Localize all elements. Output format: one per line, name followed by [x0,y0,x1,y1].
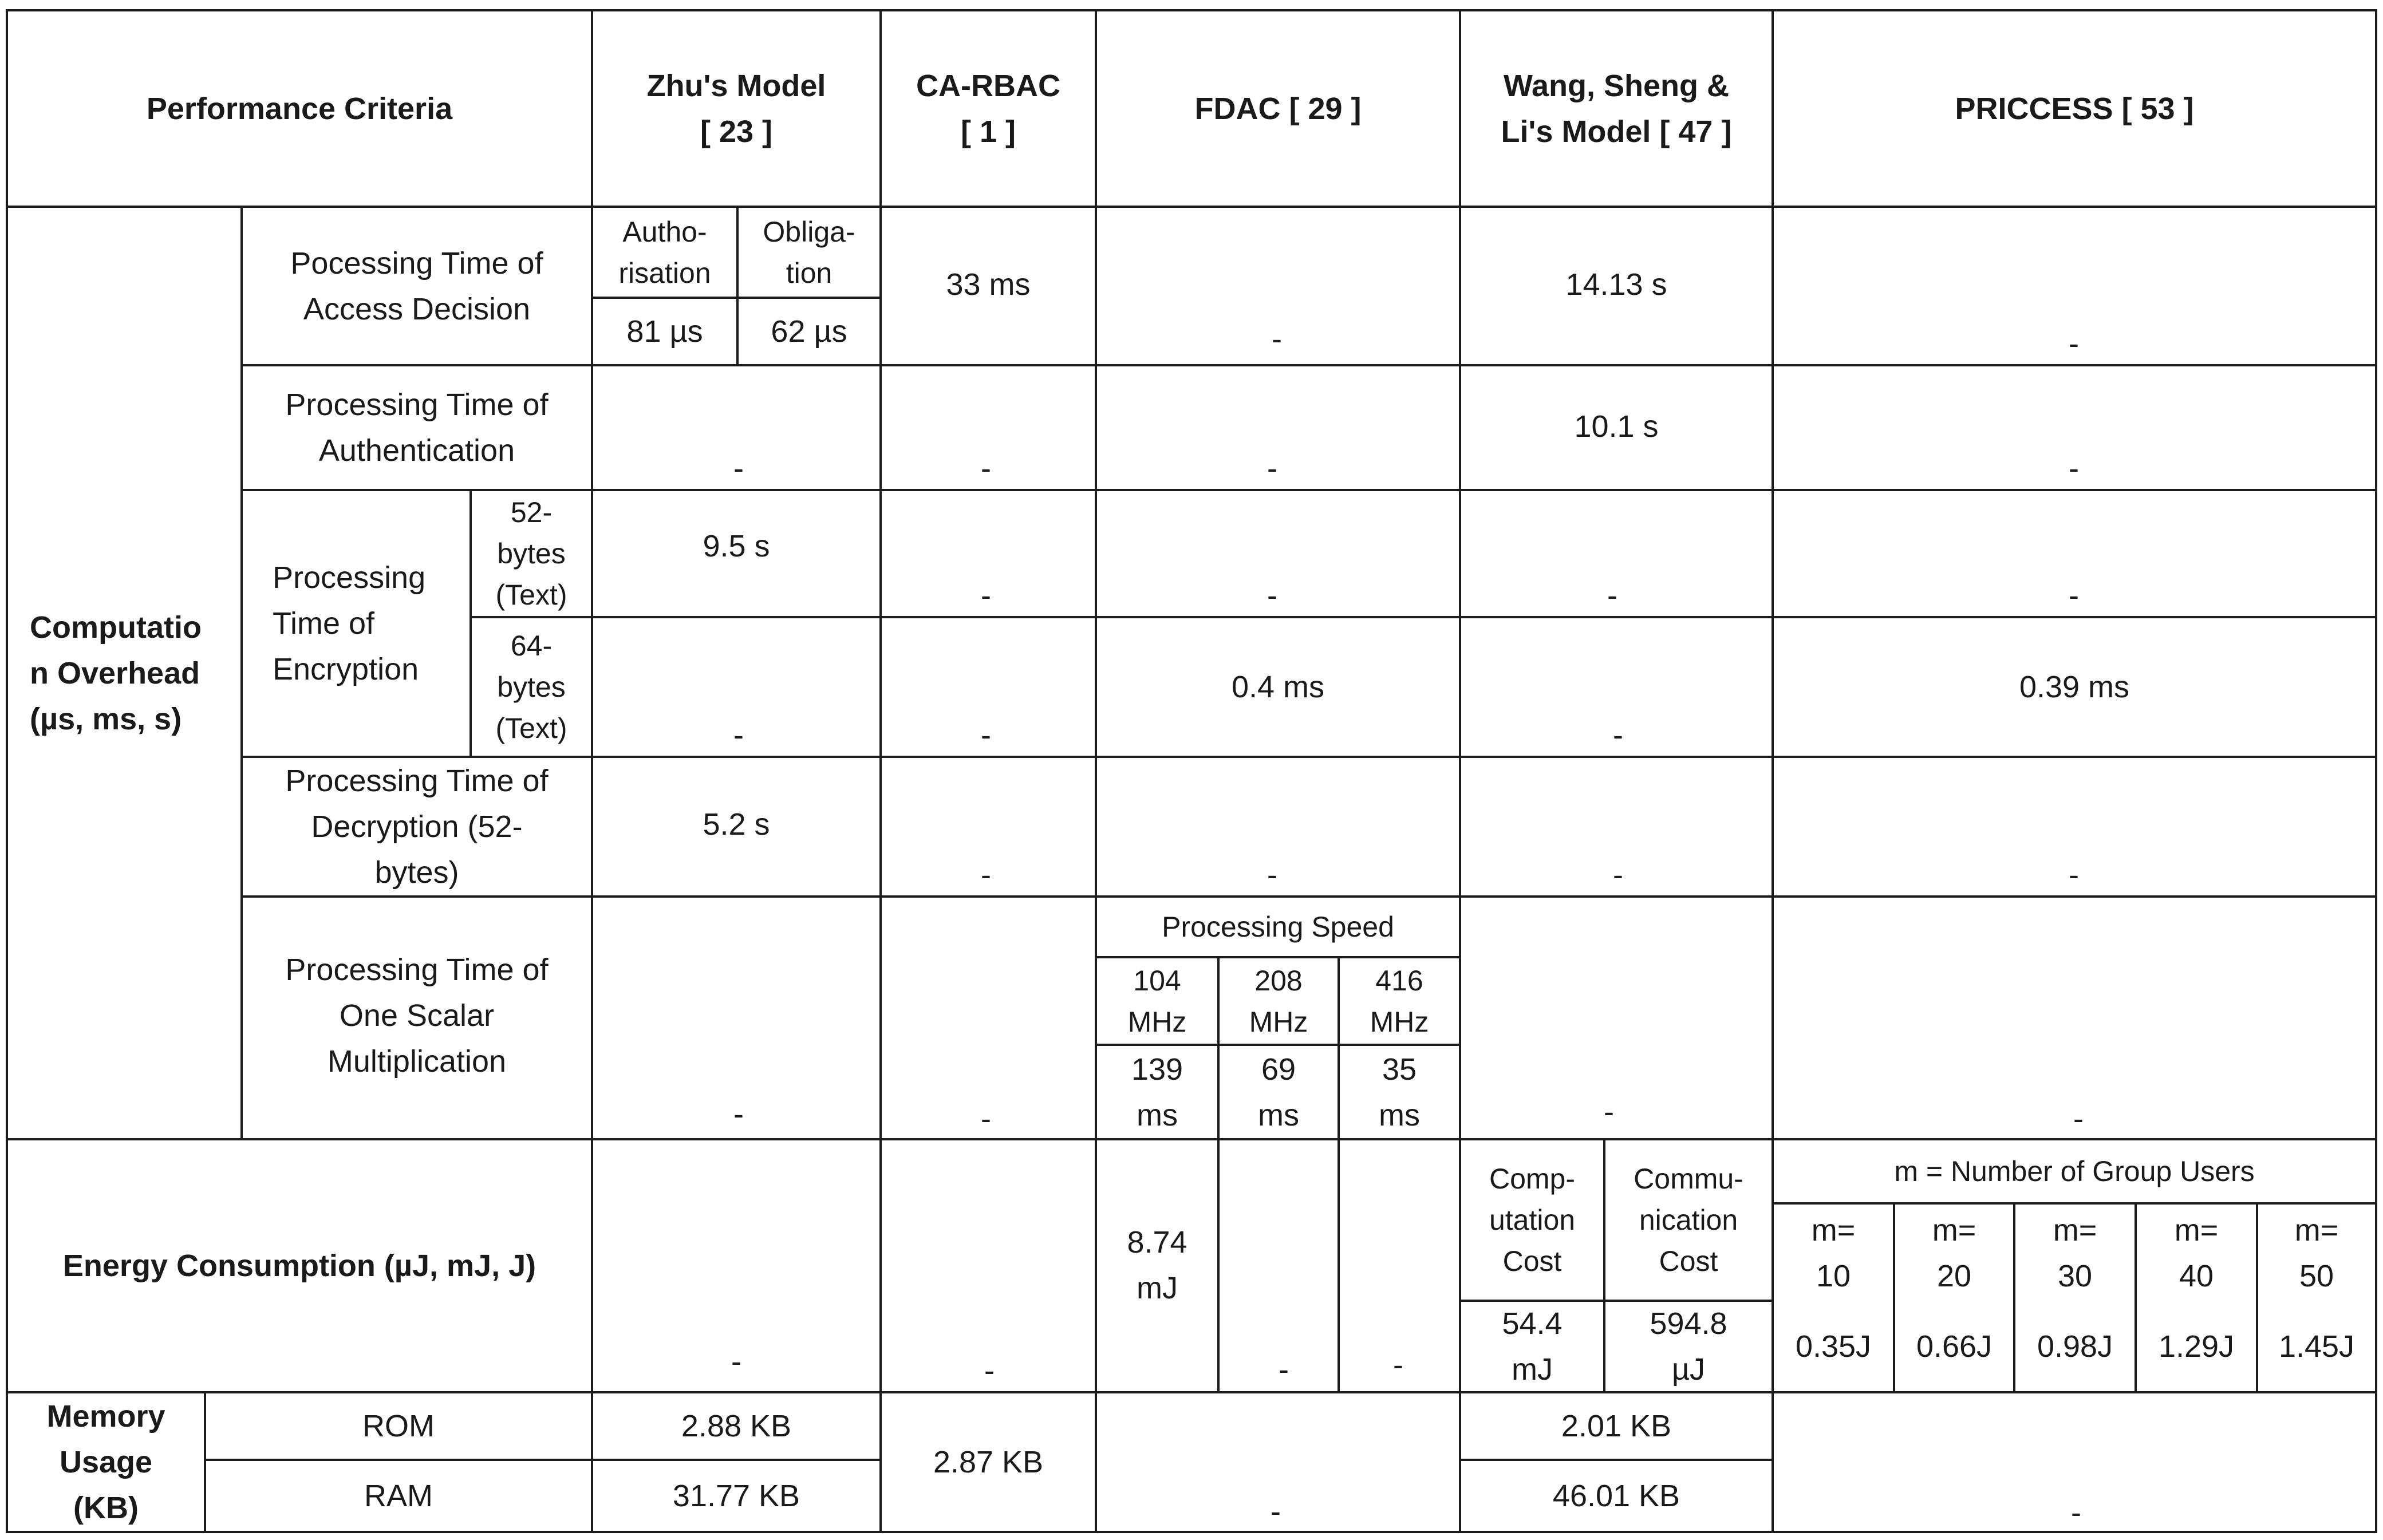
fdac-time-35: 35 ms [1379,1052,1420,1132]
encryption-64-bytes-label: 64- bytes (Text) [495,630,567,744]
priccess-m40-value: 1.29J [2158,1329,2235,1364]
fdac-speed-416: 416 MHz [1370,964,1429,1038]
fdac-access-value: - [1272,322,1282,356]
memory-ram-label: RAM [364,1479,433,1513]
row-label-access-decision: Pocessing Time of Access Decision [290,246,543,326]
zhu-obligation-label: Obliga- tion [763,215,855,289]
zhu-authorisation-value: 81 µs [626,314,703,349]
fdac-encryption-64-value: 0.4 ms [1231,670,1325,704]
priccess-decryption-value: - [2069,858,2079,892]
header-ca-rbac: CA-RBAC [ 1 ] [916,68,1060,149]
fdac-speed-208: 208 MHz [1249,964,1308,1038]
fdac-time-139: 139 ms [1131,1052,1183,1132]
row-label-decryption: Processing Time of Decryption (52- bytes) [285,764,549,890]
priccess-m40-label: m= 40 [2174,1213,2219,1293]
fdac-energy-416: - [1393,1348,1403,1382]
row-label-authentication: Processing Time of Authentication [285,388,549,468]
priccess-m10-label: m= 10 [1811,1213,1856,1293]
wang-rom-value: 2.01 KB [1561,1409,1672,1443]
zhu-encryption-52-value: 9.5 s [703,529,770,563]
wang-communication-cost-value: 594.8 µJ [1650,1306,1727,1387]
wang-ram-value: 46.01 KB [1552,1479,1680,1513]
rule-right [2375,9,2377,1533]
fdac-processing-speed-header: Processing Speed [1162,911,1394,943]
encryption-52-bytes-label: 52- bytes (Text) [495,496,567,611]
row-label-memory-usage: Memory Usage (KB) [46,1399,165,1525]
wang-authentication-value: 10.1 s [1574,409,1659,444]
priccess-m30-value: 0.98J [2037,1329,2113,1364]
fdac-decryption-value: - [1267,858,1277,892]
priccess-m20-label: m= 20 [1932,1213,1976,1293]
priccess-authentication-value: - [2069,451,2079,485]
fdac-energy-8-74: 8.74 mJ [1127,1225,1187,1305]
wang-communication-cost-label: Commu- nication Cost [1634,1163,1743,1277]
fdac-encryption-52-value: - [1267,578,1277,613]
priccess-m50-value: 1.45J [2278,1329,2355,1364]
zhu-authorisation-label: Autho- risation [618,215,711,289]
priccess-m10-value: 0.35J [1795,1329,1872,1364]
wang-encryption-52-value: - [1607,578,1617,613]
fdac-authentication-value: - [1267,451,1277,485]
rule-bottom [6,1531,2377,1533]
header-priccess: PRICCESS [ 53 ] [1955,91,2194,126]
carbac-encryption-52-value: - [981,578,991,613]
row-label-energy-consumption: Energy Consumption (µJ, mJ, J) [62,1249,536,1283]
priccess-m50-label: m= 50 [2294,1213,2339,1293]
header-performance-criteria: Performance Criteria [146,91,453,126]
wang-computation-cost-value: 54.4 mJ [1502,1306,1563,1387]
group-computation-overhead: Computatio n Overhead (µs, ms, s) [30,610,202,736]
header-zhu-model: Zhu's Model [ 23 ] [646,68,826,149]
zhu-encryption-64-value: - [733,718,744,752]
header-wang-sheng-li: Wang, Sheng & Li's Model [ 47 ] [1501,68,1732,149]
memory-rom-label: ROM [362,1409,435,1443]
zhu-authentication-value: - [733,451,744,485]
carbac-authentication-value: - [981,451,991,485]
priccess-access-value: - [2069,326,2079,361]
zhu-obligation-value: 62 µs [771,314,847,349]
carbac-memory-value: 2.87 KB [933,1445,1044,1479]
carbac-scalar-value: - [981,1101,991,1136]
priccess-memory-value: - [2071,1495,2081,1530]
priccess-scalar-value: - [2073,1101,2084,1136]
priccess-m20-value: 0.66J [1916,1329,1993,1364]
fdac-time-69: 69 ms [1258,1052,1299,1132]
wang-decryption-value: - [1613,858,1623,892]
zhu-ram-value: 31.77 KB [672,1479,800,1513]
wang-computation-cost-label: Comp- utation Cost [1489,1163,1576,1277]
carbac-decryption-value: - [981,858,991,892]
carbac-access-value: 33 ms [946,267,1031,302]
zhu-rom-value: 2.88 KB [681,1409,792,1443]
header-fdac: FDAC [ 29 ] [1194,91,1362,126]
wang-encryption-64-value: - [1613,718,1623,752]
fdac-speed-104: 104 MHz [1127,964,1187,1038]
row-label-encryption: Processing Time of Encryption [273,560,426,686]
zhu-energy-value: - [731,1344,741,1379]
priccess-encryption-52-value: - [2069,578,2079,613]
fdac-energy-208: - [1279,1352,1289,1387]
fdac-memory-value: - [1271,1494,1281,1529]
carbac-encryption-64-value: - [981,718,991,752]
priccess-m30-label: m= 30 [2053,1213,2097,1293]
zhu-decryption-value: 5.2 s [703,807,770,842]
zhu-scalar-value: - [733,1097,744,1131]
row-label-scalar-multiplication: Processing Time of One Scalar Multiplication [285,953,549,1079]
wang-access-value: 14.13 s [1565,267,1667,302]
priccess-group-users-header: m = Number of Group Users [1894,1155,2255,1187]
wang-scalar-value: - [1604,1095,1614,1129]
priccess-encryption-64-value: 0.39 ms [2019,670,2130,704]
carbac-energy-value: - [984,1353,995,1388]
